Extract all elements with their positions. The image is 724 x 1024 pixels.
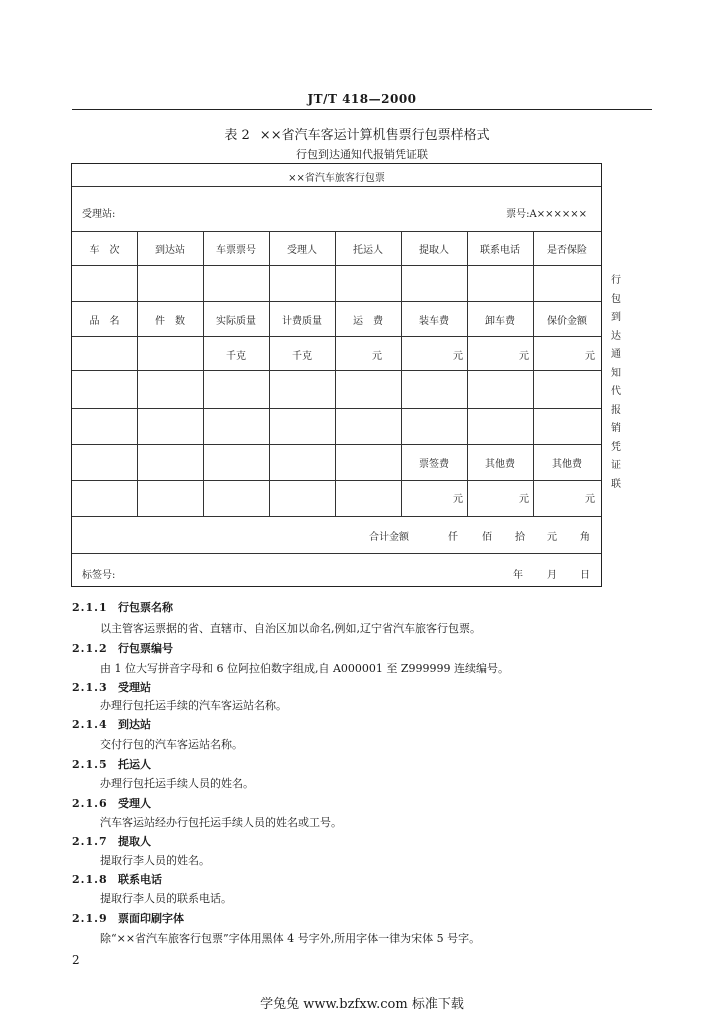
form-divider [72,480,601,481]
grid-line [467,231,468,516]
total-unit: 角 [580,532,590,543]
site-footer: 学兔兔 www.bzfxw.com 标准下载 [260,997,464,1012]
header-cell: 提取人 [419,245,449,256]
section-text: 汽车客运站经办行包托运手续人员的姓名或工号。 [100,816,342,829]
unit-yuan: 元 [519,494,529,505]
unit-yuan: 元 [519,351,529,362]
header-cell: 保价金额 [547,316,587,327]
header-cell: 运 费 [353,316,383,327]
unit-yuan: 元 [585,351,595,362]
unit-yuan: 元 [372,351,382,362]
standard-number: JT/T 418—2000 [307,92,417,106]
header-cell: 装车费 [419,316,449,327]
sign-label: 标签号: [82,570,116,581]
table-caption [0,124,724,143]
total-unit: 仟 [448,532,458,543]
form-title: ××省汽车旅客行包票 [288,173,385,184]
unit-yuan: 元 [453,494,463,505]
section-heading: 2.1.2 行包票编号 [72,642,173,655]
unit-kg: 千克 [226,351,246,362]
form-divider [72,336,601,337]
header-cell: 受理人 [287,245,317,256]
total-unit: 拾 [515,532,525,543]
header-cell: 品 名 [89,316,120,327]
grid-line [335,231,336,516]
side-label: 行 包 到 达 通 知 代 报 销 凭 证 联 [611,275,621,490]
date-unit: 日 [580,570,590,581]
section-heading: 2.1.5 托运人 [72,758,151,771]
unit-kg: 千克 [292,351,312,362]
section-heading: 2.1.1 行包票名称 [72,601,173,614]
page-number: 2 [72,953,80,967]
section-heading: 2.1.7 提取人 [72,835,151,848]
section-text: 以主管客运票据的省、直辖市、自治区加以命名,例如,辽宁省汽车旅客行包票。 [100,622,481,635]
form-divider [72,553,601,554]
grid-line [401,231,402,516]
form-divider [72,408,601,409]
table-number: 表 2 [224,128,250,143]
form-divider [72,231,601,232]
date-unit: 年 [513,570,523,581]
total-unit: 佰 [482,532,492,543]
total-label: 合计金额 [369,532,409,543]
form-subtitle: 行包到达通知代报销凭证联 [296,148,428,161]
section-heading: 2.1.9 票面印刷字体 [72,912,184,925]
section-text: 除“××省汽车旅客行包票”字体用黑体 4 号字外,所用字体一律为宋体 5 号字。 [100,932,481,945]
form-divider [72,370,601,371]
header-cell: 计费质量 [282,316,322,327]
section-heading: 2.1.4 到达站 [72,718,151,731]
section-text: 办理行包托运手续人员的姓名。 [100,777,254,790]
fee-header: 其他费 [485,459,515,470]
ticket-form [71,163,602,587]
grid-line [137,231,138,516]
header-cell: 托运人 [353,245,383,256]
form-divider [72,186,601,187]
header-cell: 车票票号 [216,245,256,256]
grid-line [203,231,204,516]
header-rule [72,109,652,110]
form-divider [72,301,601,302]
header-cell: 联系电话 [480,245,520,256]
unit-yuan: 元 [453,351,463,362]
header-cell: 到达站 [155,245,185,256]
grid-line [533,231,534,516]
header-cell: 卸车费 [485,316,515,327]
section-text: 由 1 位大写拼音字母和 6 位阿拉伯数字组成,自 A000001 至 Z999999 连续编号。 [100,662,510,675]
header-cell: 实际质量 [216,316,256,327]
table-title: ××省汽车客运计算机售票行包票样格式 [259,128,490,143]
section-text: 提取行李人员的联系电话。 [100,892,232,905]
section-heading: 2.1.6 受理人 [72,797,151,810]
section-text: 交付行包的汽车客运站名称。 [100,738,243,751]
form-divider [72,444,601,445]
form-divider [72,265,601,266]
header-cell: 件 数 [155,316,185,327]
grid-line [269,231,270,516]
ticket-number-label: 票号:A×××××× [506,209,587,220]
header-cell: 车 次 [89,245,120,256]
total-unit: 元 [547,532,557,543]
station-label: 受理站: [82,209,116,220]
form-divider [72,516,601,517]
section-text: 提取行李人员的姓名。 [100,854,210,867]
unit-yuan: 元 [585,494,595,505]
fee-header: 票签费 [419,459,449,470]
section-heading: 2.1.8 联系电话 [72,873,162,886]
fee-header: 其他费 [552,459,582,470]
header-cell: 是否保险 [547,245,587,256]
section-heading: 2.1.3 受理站 [72,681,151,694]
section-text: 办理行包托运手续的汽车客运站名称。 [100,699,287,712]
date-unit: 月 [547,570,557,581]
